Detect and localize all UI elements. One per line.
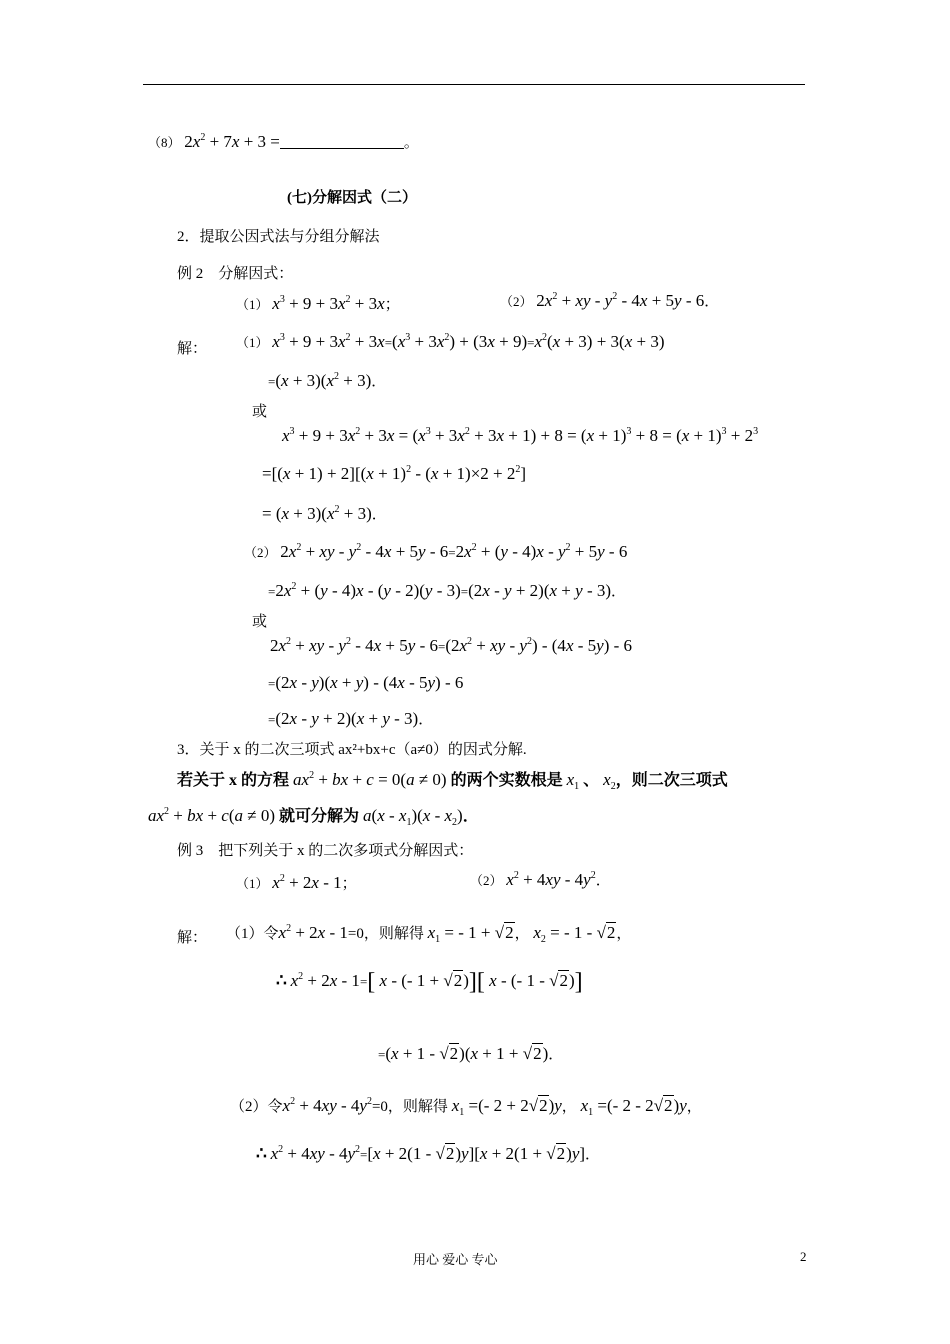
solution-2-2-alt-line-2: =(2x - y)(x + y) - (4x - 5y) - 6 (268, 673, 464, 692)
theorem-line-1: 若关于 x 的方程 $ax^2$ + bx + c = 0(a ≠ 0) 的两个实数根是 $x_1$ 、 $x_2$，则二次三项式 (177, 770, 728, 792)
solution-2-2-line-1: （2） $2x^2$ + xy - $y^2 - 4x + 5y - 6=2x^2 + (y - 4)x - y^2 + 5y - 6$ (244, 542, 628, 561)
example-3-problem-1: （1） $x^2 + 2x - 1$； (236, 873, 357, 892)
solution-3-2-line-2: ∴ $x^2 + 4xy - 4y^2=[x + 2(1 - √2)y][x + 2(1 + √2)y]$． (256, 1144, 601, 1163)
solution-2-2-alt-line-1: $2x^2$ + xy - $y^2 - 4x + 5y - 6=(2x^2$ + xy - $y^2) - (4x - 5y) - 6$ (270, 636, 633, 655)
subsection-3-heading: 3．关于 x 的二次三项式 ax²+bx+c（a≠0）的因式分解. (177, 742, 527, 758)
example-2-label: 例 2 分解因式： (177, 266, 294, 282)
question-8-expr: $2x^2 + 7x + 3$ = (184, 132, 280, 151)
solution-3-1-line-1: （1）令$x^2 + 2x - 1=0$，则解得 $x_1$ = - 1 + √2， $x_2$ = - 1 - √2， (226, 923, 632, 945)
question-8: （8） $2x^2 + 7x + 3$ = 。 (148, 132, 419, 151)
or-label-2: 或 (252, 614, 268, 630)
solution-2-1-line-2: $=(x + 3)(x^2 + 3)$． (268, 371, 387, 390)
solution-2-1-alt-line-3: = $(x + 3)(x^2 + 3)$． (262, 504, 387, 523)
solution-3-label: 解： (177, 930, 208, 946)
solution-2-2-line-2: $=2x^2 + (y - 4)x - (y - 2)(y - 3)=(2x - y + 2)(x + y - 3)$． (268, 581, 627, 600)
example-3-label: 例 3 把下列关于 x 的二次多项式分解因式： (177, 843, 474, 859)
solution-3-2-line-1: （2）令$x^2 + 4xy - 4y^2=0$，则解得 $x_1$ =(- 2 + 2√2)y， $x_1$ =(- 2 - 2√2)y， (230, 1096, 702, 1118)
solution-2-1-alt-line-2: $=[(x + 1) + 2][(x + 1)^2 - (x + 1)\times 2 + 2^2]$ (262, 464, 527, 483)
solution-label: 解： (177, 341, 208, 357)
footer-motto: 用心 爱心 专心 (413, 1252, 498, 1267)
solution-3-1-line-3: =(x + 1 - √2)(x + 1 + √2)． (378, 1044, 564, 1063)
example-2-problem-1: （1） $x^3 + 9 + 3x^2 + 3x$； (236, 294, 400, 313)
answer-blank (280, 134, 404, 149)
subsection-2-heading: 2．提取公因式法与分组分解法 (177, 229, 380, 245)
solution-2-1-line-1: （1） $x^3 + 9 + 3x^2 + 3x=(x^3 + 3x^2) + (3x + 9)=x^2(x + 3) + 3(x + 3)$ (236, 332, 665, 351)
header-rule (143, 84, 805, 85)
theorem-line-2: $ax^2$ + bx + c(a ≠ 0) 就可分解为 $a(x - x_1)(x - x_2)$． (148, 806, 479, 828)
question-8-label: （8） (148, 135, 181, 150)
example-3-problem-2: （2） $x^2 + 4xy - 4y^2$． (470, 870, 611, 889)
or-label: 或 (252, 404, 268, 420)
page-number: 2 (800, 1249, 807, 1264)
section-title: (七)分解因式（二） (287, 190, 417, 206)
solution-2-2-alt-line-3: =(2x - y + 2)(x + y - 3)． (268, 709, 434, 728)
example-2-problem-2: （2） $2x^2$ + xy - $y^2 - 4x + 5y - 6$． (500, 291, 720, 310)
solution-3-1-line-2: ∴ $x^2 + 2x - 1=$[ x - (- 1 + √2)][ x - (- 1 - √2)] (276, 969, 583, 995)
solution-2-1-alt-line-1: $x^3 + 9 + 3x^2 + 3x = (x^3 + 3x^2 + 3x + 1) + 8 = (x + 1)^3 + 8 = (x + 1)^3 + 2^3$ (282, 426, 759, 445)
